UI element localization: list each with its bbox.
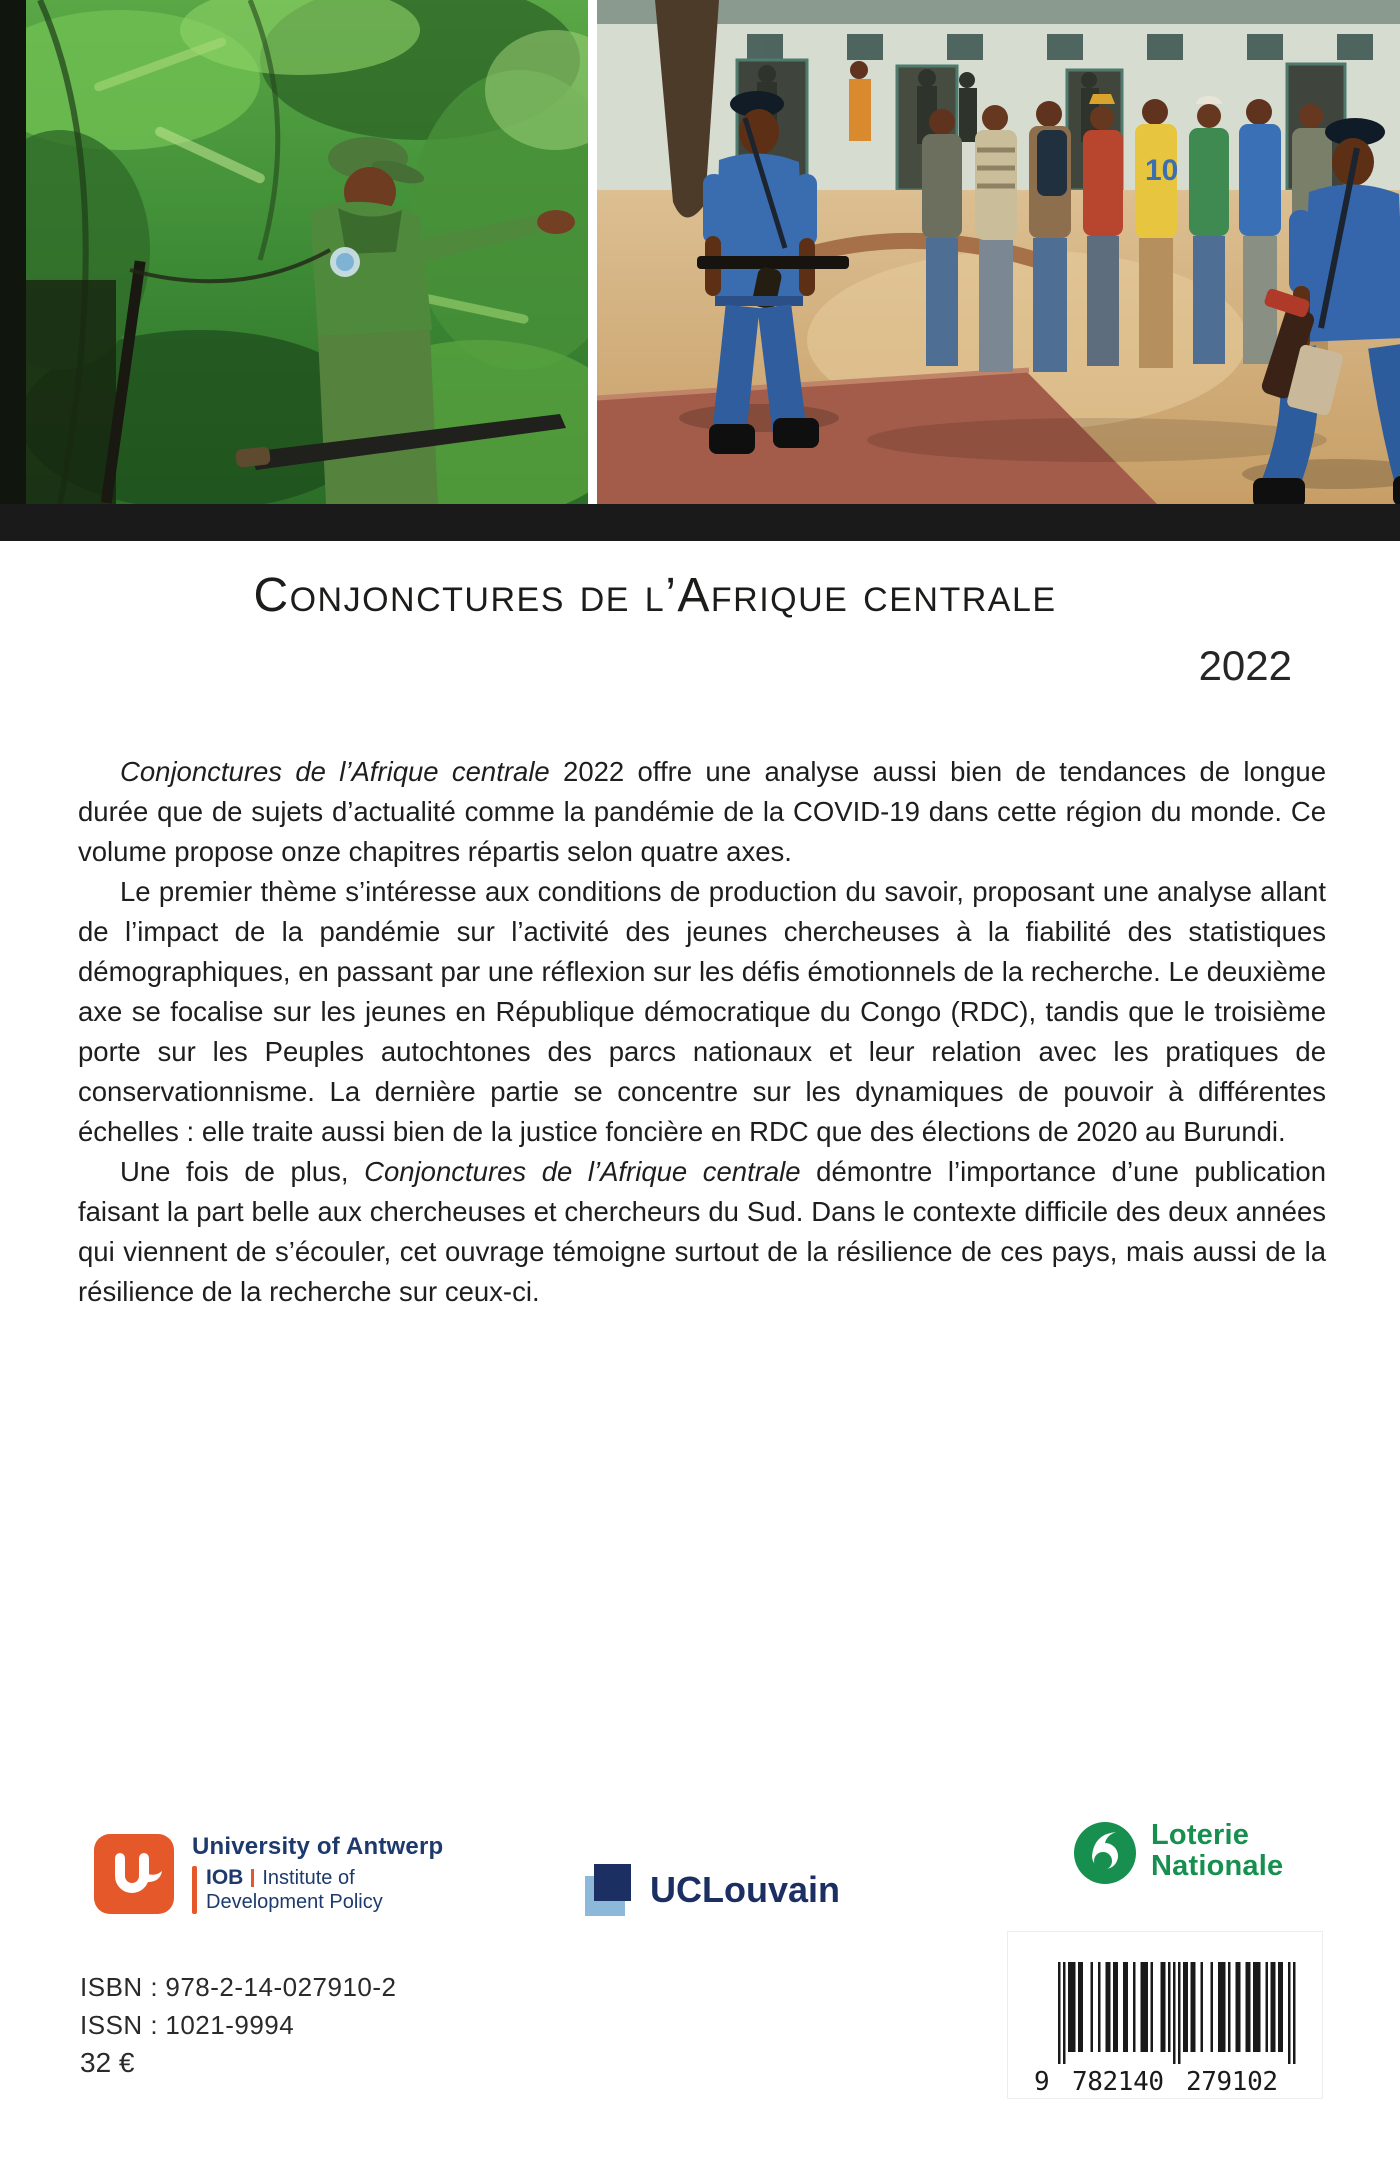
- uclouvain-name: UCLouvain: [650, 1869, 841, 1910]
- police-and-queue-photo: [597, 0, 1400, 504]
- svg-text:9: 9: [1034, 2067, 1050, 2096]
- barcode-box: [1008, 1932, 1322, 2098]
- ranger-in-jungle-photo: [0, 0, 588, 504]
- price: 32 €: [80, 2047, 135, 2078]
- isbn-line: ISBN : 978-2-14-027910-2: [80, 1972, 397, 2002]
- edition-year: 2022: [1198, 642, 1292, 689]
- uantwerp-name: University of Antwerp: [192, 1833, 444, 1860]
- imprint-block: [80, 1968, 397, 2082]
- loterie-line1: Loterie: [1151, 1819, 1250, 1851]
- cover-photo-strip: [0, 0, 1400, 504]
- back-cover-blurb: [78, 752, 1326, 1312]
- ean13-barcode: [1030, 1962, 1300, 2096]
- svg-text:279102: 279102: [1186, 2067, 1278, 2096]
- loterie-nationale-icon: [1072, 1820, 1138, 1886]
- svg-text:10: 10: [1145, 154, 1179, 187]
- uantwerp-institute-line1: Institute of: [262, 1867, 355, 1889]
- separator-band: [0, 504, 1400, 541]
- uantwerp-iob: IOB: [206, 1866, 244, 1889]
- uantwerp-bar: [192, 1866, 197, 1914]
- loterie-nationale-logo: [1072, 1820, 1283, 1886]
- svg-text:782140: 782140: [1072, 2067, 1164, 2096]
- loterie-line2: Nationale: [1151, 1850, 1284, 1882]
- book-title: Conjonctures de l’Afrique centrale: [253, 569, 1057, 622]
- uclouvain-logo: [585, 1864, 840, 1916]
- university-of-antwerp-logo: [94, 1833, 443, 1914]
- uclouvain-squares-icon: [585, 1864, 637, 1916]
- issn-line: ISSN : 1021-9994: [80, 2010, 295, 2040]
- uantwerp-bar-small: [251, 1869, 254, 1887]
- blurb-paragraph: Le premier thème s’intéresse aux conditions de production du savoir, proposant une analyse allant de l’impact de la pandémie sur l’activité des jeunes chercheuses à la fiabilité des statistiques démographiques, en passant par une réflexion sur les défis émotionnels de la recherche. Le deuxième axe se focalise sur les jeunes en République démocratique du Congo (RDC), tandis que le troisième porte sur les Peuples autochtones des parcs nationaux et leur relation avec les pratiques de conservationnisme. La dernière partie se concentre sur les dynamiques de pouvoir à différentes échelles : elle traite aussi bien de la justice foncière en RDC que des élections de 2020 au Burundi.: [78, 876, 1326, 1147]
- uantwerp-institute-line2: Development Policy: [206, 1891, 383, 1913]
- blurb-paragraph: Conjonctures de l’Afrique centrale 2022 offre une analyse aussi bien de tendances de longue durée que de sujets d’actualité comme la pandémie de la COVID-19 dans cette région du monde. Ce volume propose onze chapitres répartis selon quatre axes.: [78, 756, 1326, 867]
- uantwerp-u-icon: [94, 1834, 174, 1914]
- blurb-paragraph: Une fois de plus, Conjonctures de l’Afrique centrale démontre l’importance d’une publication faisant la part belle aux chercheuses et chercheurs du Sud. Dans le contexte difficile des deux années qui viennent de s’écouler, cet ouvrage témoigne surtout de la résilience de ces pays, mais aussi de la résilience de la recherche sur ceux-ci.: [78, 1156, 1327, 1307]
